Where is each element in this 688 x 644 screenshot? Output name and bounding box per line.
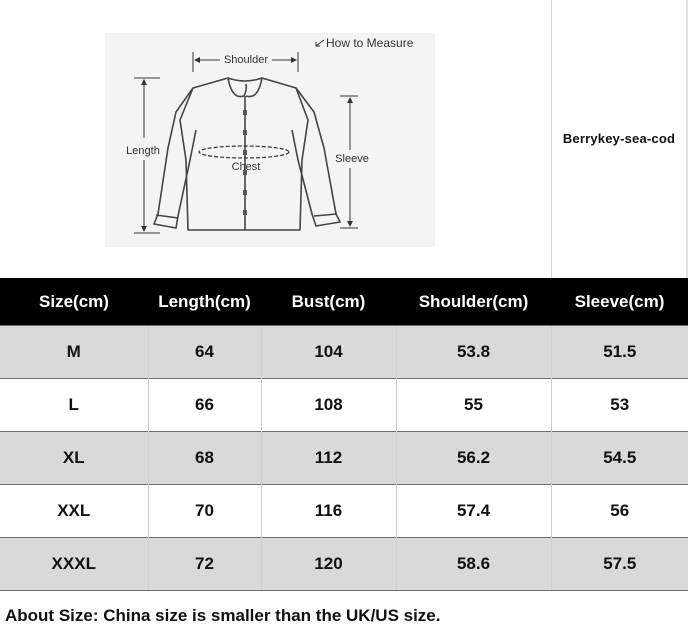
table-header-row [0, 278, 688, 326]
measurement-panel [0, 0, 688, 278]
header-length: Length(cm) [148, 278, 261, 326]
cell-size: XXL [0, 485, 148, 538]
cell-shoulder: 57.4 [396, 485, 551, 538]
cell-size: XL [0, 432, 148, 485]
cell-shoulder: 53.8 [396, 326, 551, 379]
shirt-illustration [0, 0, 551, 278]
cell-size: XXXL [0, 538, 148, 591]
header-size: Size(cm) [0, 278, 148, 326]
svg-text:How to Measure: How to Measure [326, 36, 414, 50]
svg-text:Sleeve: Sleeve [335, 153, 369, 165]
size-note: About Size: China size is smaller than the UK/US size. [5, 606, 441, 625]
cell-shoulder: 58.6 [396, 538, 551, 591]
cell-shoulder: 56.2 [396, 432, 551, 485]
cell-length: 68 [148, 432, 261, 485]
brand-label: Berrykey-sea-cod [562, 131, 676, 146]
svg-text:Chest: Chest [231, 161, 261, 173]
table-row [0, 432, 688, 485]
cell-size: L [0, 379, 148, 432]
cell-size: M [0, 326, 148, 379]
cell-sleeve: 53 [551, 379, 688, 432]
cell-shoulder: 55 [396, 379, 551, 432]
how-to-measure-label [316, 36, 414, 50]
cell-bust: 112 [261, 432, 396, 485]
cell-bust: 116 [261, 485, 396, 538]
table-row [0, 379, 688, 432]
cell-length: 72 [148, 538, 261, 591]
table-row [0, 538, 688, 591]
cell-length: 66 [148, 379, 261, 432]
cell-sleeve: 57.5 [551, 538, 688, 591]
header-shoulder: Shoulder(cm) [396, 278, 551, 326]
size-chart-table [0, 278, 688, 591]
cell-sleeve: 56 [551, 485, 688, 538]
svg-text:Length: Length [126, 145, 160, 157]
cell-sleeve: 51.5 [551, 326, 688, 379]
cell-bust: 120 [261, 538, 396, 591]
diagram-background [105, 33, 435, 247]
measure-diagram [0, 0, 551, 278]
cell-length: 64 [148, 326, 261, 379]
header-bust: Bust(cm) [261, 278, 396, 326]
cell-bust: 104 [261, 326, 396, 379]
cell-bust: 108 [261, 379, 396, 432]
cell-sleeve: 54.5 [551, 432, 688, 485]
table-row [0, 326, 688, 379]
table-row [0, 485, 688, 538]
svg-text:Shoulder: Shoulder [223, 54, 269, 66]
header-sleeve: Sleeve(cm) [551, 278, 688, 326]
cell-length: 70 [148, 485, 261, 538]
